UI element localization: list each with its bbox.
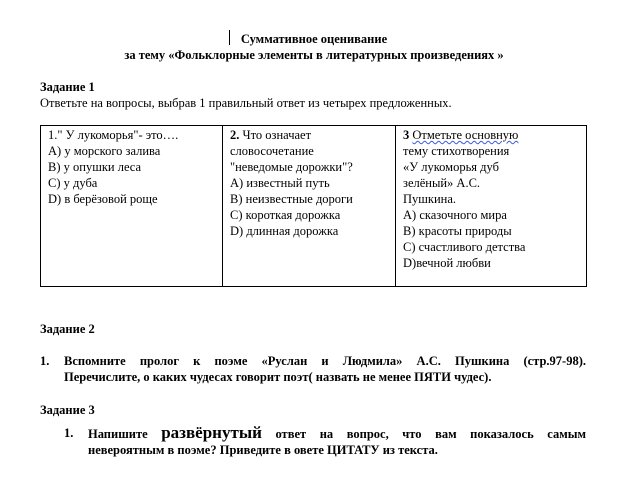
task3-item-number: 1. xyxy=(64,426,74,440)
task1-instruction: Ответьте на вопросы, выбрав 1 правильный ответ из четырех предложенных. xyxy=(40,96,452,110)
question-1-text: 1." У лукоморья"- это…. xyxy=(48,128,179,142)
task2-item-number: 1. xyxy=(40,354,50,368)
task2-line1: Вспомните пролог к поэме «Руслан и Людмила» А.С. Пушкина (стр.97-98). xyxy=(64,354,586,368)
question-2-number: 2. xyxy=(230,128,240,142)
task1-heading: Задание 1 xyxy=(40,80,95,94)
question-2-option-d: D) длинная дорожка xyxy=(230,224,339,238)
question-3-option-a: А) сказочного мира xyxy=(403,208,507,222)
question-3-text-line1 xyxy=(403,127,581,143)
question-2-text-line2: словосочетание xyxy=(230,144,314,158)
question-2-option-b: B) неизвестные дороги xyxy=(230,192,353,206)
question-3-option-b: В) красоты природы xyxy=(403,224,512,238)
task2-line2: Перечислите, о каких чудесах говорит поэт( назвать не менее ПЯТИ чудес). xyxy=(64,370,492,384)
question-2-option-c: C) короткая дорожка xyxy=(230,208,341,222)
question-1-option-c: C) у дуба xyxy=(48,176,98,190)
question-cell-3 xyxy=(396,126,587,287)
question-3-text-line3: «У лукоморья дуб xyxy=(403,160,499,174)
task3-line1-before: Напишите xyxy=(88,427,162,441)
question-3-first-word: Отметьте xyxy=(412,128,463,142)
question-cell-1 xyxy=(41,126,223,287)
question-2-text-line3: "неведомые дорожки"? xyxy=(230,160,353,174)
question-1-option-b: B) у опушки леса xyxy=(48,160,142,174)
question-1-option-a: A) у морского залива xyxy=(48,144,161,158)
question-3-text-line5: Пушкина. xyxy=(403,192,457,206)
questions-table xyxy=(40,125,587,287)
task3-heading: Задание 3 xyxy=(40,403,95,417)
task3-line1 xyxy=(88,425,586,442)
question-3-option-c: С) счастливого детства xyxy=(403,240,526,254)
table-row xyxy=(41,126,587,287)
question-3-text-start: основную xyxy=(462,128,519,142)
task2-item-text xyxy=(64,353,586,385)
question-2-option-a: А) известный путь xyxy=(230,176,330,190)
question-1-option-d: D) в берёзовой роще xyxy=(48,192,158,206)
task3-item-text xyxy=(88,425,586,458)
document-title-line2: за тему «Фольклорные элементы в литературных произведениях » xyxy=(124,48,504,62)
task3-emphasis-word: развёрнутый xyxy=(161,423,262,442)
question-3-number: 3 xyxy=(403,128,410,142)
question-2-text-line1 xyxy=(230,127,390,143)
task2-heading: Задание 2 xyxy=(40,322,95,336)
task3-line1-after: ответ на вопрос, что вам показалось самым xyxy=(261,427,586,441)
question-2-text-start: Что означает xyxy=(239,128,312,142)
question-3-text-line2: тему стихотворения xyxy=(403,144,510,158)
question-3-text-line4: зелёный» А.С. xyxy=(403,176,481,190)
question-cell-2 xyxy=(223,126,396,287)
question-3-option-d: D)вечной любви xyxy=(403,256,491,270)
task3-line2: невероятным в поэме? Приведите в овете ЦИТАТУ из текста. xyxy=(88,443,438,457)
document-title-line1: Суммативное оценивание xyxy=(240,32,388,46)
